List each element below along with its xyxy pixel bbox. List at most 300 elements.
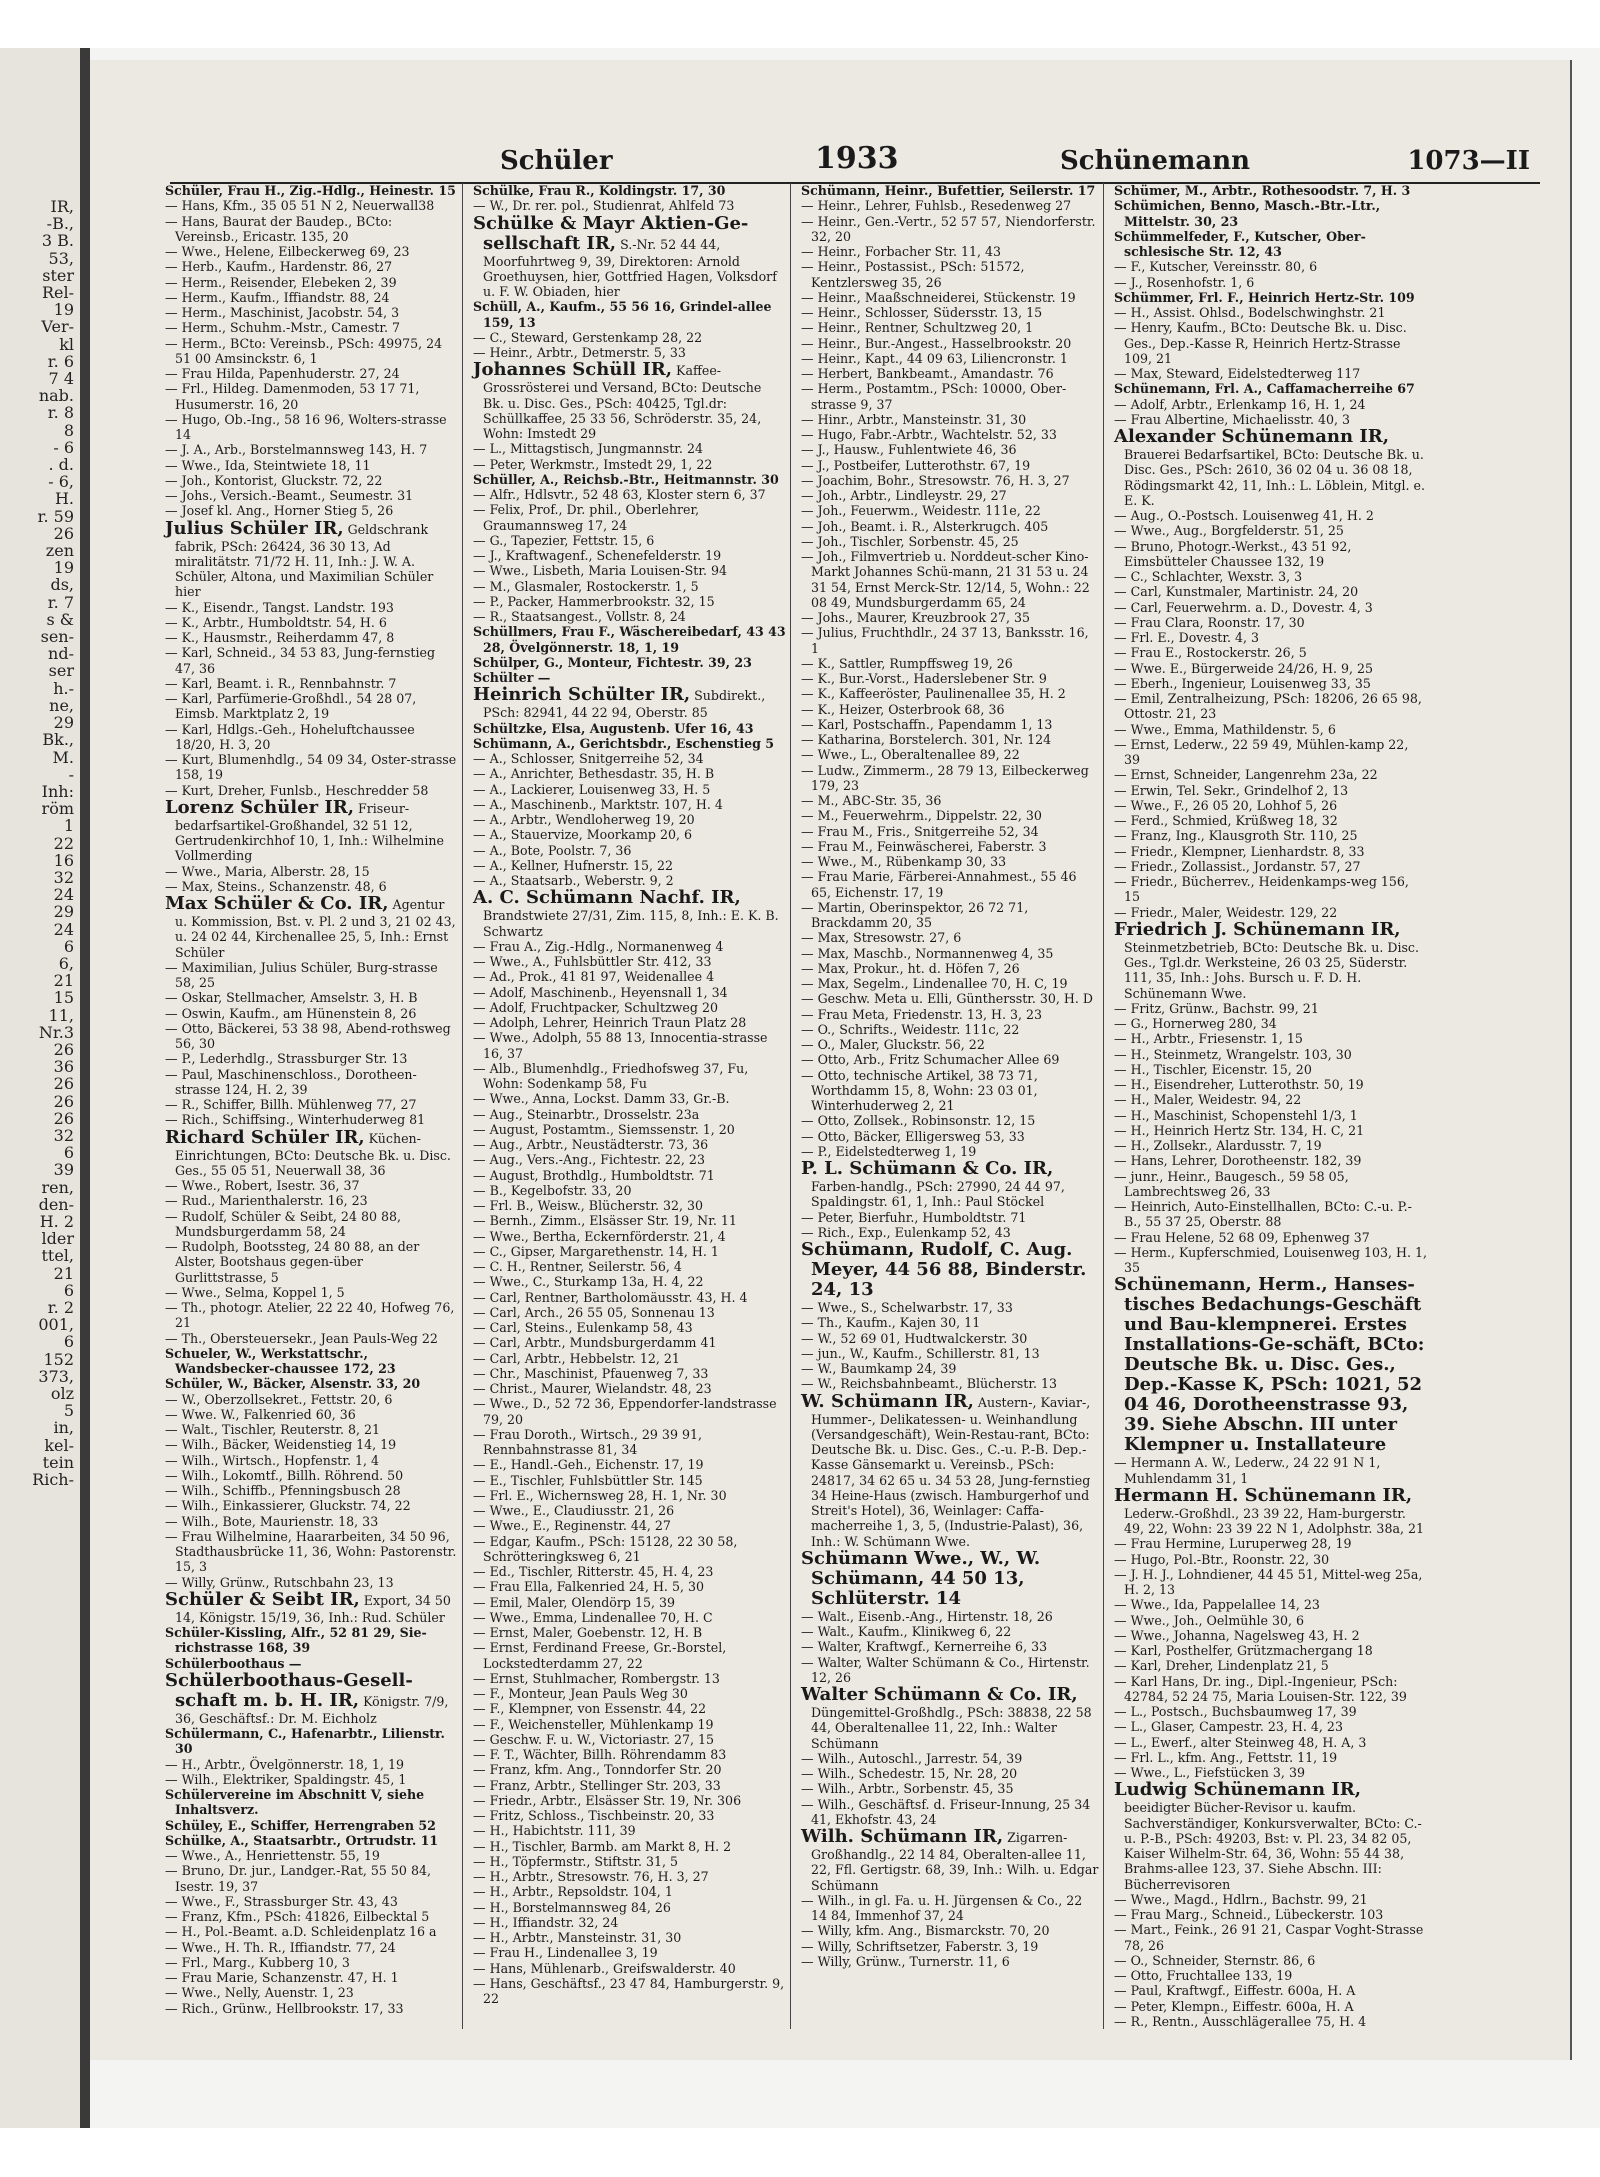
directory-entry: — Karl, Hdlgs.-Geh., Hoheluftchaussee 18/20, H. 3, 20 (165, 721, 415, 752)
directory-entry: — Wwe., Johanna, Nagelsweg 43, H. 2 (1114, 1627, 1360, 1643)
directory-entry: — Otto, Bäckerei, 53 38 98, Abend-rothsweg 56, 30 (165, 1020, 451, 1051)
directory-entry: — Hugo, Pol.-Btr., Roonstr. 22, 30 (1114, 1551, 1330, 1567)
margin-fragment: -B., (46, 214, 74, 234)
directory-entry: — Friedr., Arbtr., Elsässer Str. 19, Nr. 306 (473, 1792, 742, 1808)
directory-columns (165, 183, 1470, 2029)
directory-entry: — Walt., Kaufm., Klinikweg 6, 22 (801, 1624, 1012, 1639)
directory-entry: — Ernst, Stuhlmacher, Rombergstr. 13 (473, 1670, 720, 1686)
directory-entry: — Aug., Vers.-Ang., Fichtestr. 22, 23 (473, 1152, 705, 1168)
directory-entry: — Max, Maschb., Normannenweg 4, 35 (801, 945, 1054, 961)
margin-fragment: olz (50, 1384, 74, 1404)
directory-entry: — Katharina, Borstelerch. 301, Nr. 124 (801, 732, 1052, 747)
directory-entry: — Wwe., M., Rübenkamp 30, 33 (801, 854, 1007, 869)
directory-entry: — Herm., Reisender, Elebeken 2, 39 (165, 274, 397, 290)
directory-entry: — H., Pol.-Beamt. a.D. Schleidenplatz 16 a (165, 1924, 437, 1940)
margin-fragment: ds, (50, 575, 74, 595)
margin-fragment: 19 (53, 300, 74, 320)
directory-entry: — Heinr., Arbtr., Detmerstr. 5, 33 (473, 345, 686, 360)
directory-entry: — Karl, Parfümerie-Großhdl., 54 28 07, Eimsb. Marktplatz 2, 19 (165, 691, 417, 722)
bottom-margin (0, 2128, 1600, 2177)
directory-entry: — Willy, Schriftsetzer, Faberstr. 3, 19 (801, 1938, 1039, 1954)
directory-entry: — Henry, Kaufm., BCto: Deutsche Bk. u. Disc. Ges., Dep.-Kasse R, Heinrich Hertz-Strasse 109, 21 (1114, 320, 1407, 366)
directory-entry: — Wwe., Robert, Isestr. 36, 37 (165, 1178, 360, 1193)
directory-entry: — Frau Marie, Färberei-Annahmest., 55 46 65, Eichenstr. 17, 19 (801, 869, 1077, 900)
margin-fragment: den- (38, 1194, 74, 1214)
directory-entry: — P., Eidelstedterweg 1, 19 (801, 1143, 977, 1159)
margin-fragment: . d. (48, 455, 74, 475)
margin-fragment: lder (41, 1229, 74, 1249)
directory-entry: — Herm., Postamtm., PSch: 10000, Ober-strasse 9, 37 (801, 381, 1067, 412)
directory-entry: Schünemann, Frl. A., Caffamacherreihe 67 (1114, 381, 1415, 397)
directory-entry: — Hans, Kfm., 35 05 51 N 2, Neuerwall38 (165, 198, 435, 214)
directory-entry: Schümmelfeder, F., Kutscher, Ober-schlesische Str. 12, 43 (1114, 228, 1366, 259)
directory-entry: — A., Lackierer, Louisenweg 33, H. 5 (473, 781, 711, 797)
margin-fragment: 3 B. (41, 231, 74, 251)
directory-entry: — Aug., Arbtr., Neustädterstr. 73, 36 (473, 1137, 709, 1152)
directory-entry: — Willy, Grünw., Turnerstr. 11, 6 (801, 1953, 1010, 1969)
directory-entry: — R., Rentn., Ausschlägerallee 75, H. 4 (1114, 2013, 1367, 2029)
directory-entry: — Frau Marie, Schanzenstr. 47, H. 1 (165, 1970, 399, 1985)
directory-entry: Schülerboothaus — (165, 1655, 302, 1671)
directory-entry: — Frau M., Fris., Snitgerreihe 52, 34 (801, 823, 1039, 839)
directory-entry: — Oskar, Stellmacher, Amselstr. 3, H. B (165, 990, 418, 1006)
directory-entry: — Max, Steward, Eidelstedterweg 117 (1114, 366, 1361, 381)
directory-entry: — Herm., Kaufm., Iffiandstr. 88, 24 (165, 289, 390, 305)
directory-entry: — Aug., O.-Postsch. Louisenweg 41, H. 2 (1114, 508, 1374, 523)
directory-entry: — Th., photogr. Atelier, 22 22 40, Hofweg 76, 21 (165, 1300, 455, 1331)
directory-entry: — H., Borstelmannsweg 84, 26 (473, 1899, 671, 1915)
directory-entry: — H., Heinrich Hertz Str. 134, H. C, 21 (1114, 1122, 1365, 1138)
directory-entry: — A., Schlosser, Snitgerreihe 52, 34 (473, 751, 704, 766)
directory-entry: — Frl. B., Weisw., Blücherstr. 32, 30 (473, 1198, 704, 1213)
directory-entry: Friedrich J. Schünemann IR, Steinmetzbetrieb, BCto: Deutsche Bk. u. Disc. Ges., Tgl.dr. Werksteine, 26 03 25, Süderstr. 111, 35, Inh.: Johs. Bursch u. F. D. H. Schünemann Wwe. (1114, 918, 1419, 1001)
directory-entry: — Wwe., C., Sturkamp 13a, H. 4, 22 (473, 1274, 704, 1290)
directory-entry: — jun., W., Kaufm., Schillerstr. 81, 13 (801, 1345, 1040, 1361)
directory-entry: — Walter, Kraftwgf., Kernerreihe 6, 33 (801, 1639, 1048, 1655)
column-4 (1114, 183, 1432, 2029)
directory-entry: — Joh., Feuerwm., Weidestr. 111e, 22 (801, 503, 1041, 519)
directory-entry: Schüller, A., Reichsb.-Btr., Heitmannstr. 30 (473, 471, 779, 487)
directory-entry: — Frl., Marg., Kubberg 10, 3 (165, 1954, 350, 1970)
directory-entry: — Wilh., Schedestr. 15, Nr. 28, 20 (801, 1766, 1018, 1781)
margin-fragment: Inh: (41, 781, 74, 801)
directory-entry: — Wwe., E., Claudiusstr. 21, 26 (473, 1503, 675, 1518)
directory-entry: — Max, Steins., Schanzenstr. 48, 6 (165, 878, 387, 894)
directory-entry: Schümann, Heinr., Bufettier, Seilerstr. 17 (801, 183, 1096, 198)
directory-entry: — Joachim, Bohr., Stresowstr. 76, H. 3, 27 (801, 472, 1070, 488)
directory-entry: — A., Arbtr., Wendloherweg 19, 20 (473, 812, 695, 827)
directory-entry: — Wilh., Autoschl., Jarrestr. 54, 39 (801, 1750, 1023, 1766)
margin-fragment: tein (42, 1452, 74, 1472)
previous-page-text (4, 198, 74, 1488)
directory-entry: — P., Packer, Hammerbrookstr. 32, 15 (473, 593, 715, 609)
directory-entry: — Wilh., Wirtsch., Hopfenstr. 1, 4 (165, 1452, 380, 1468)
margin-fragment: 24 (53, 919, 74, 939)
margin-fragment: 7 4 (48, 369, 74, 389)
directory-entry: — A., Anrichter, Bethesdastr. 35, H. B (473, 766, 715, 782)
directory-entry: — Wwe., S., Schelwarbstr. 17, 33 (801, 1300, 1013, 1315)
directory-entry: — Kurt, Blumenhdlg., 54 09 34, Oster-strasse 158, 19 (165, 752, 457, 783)
directory-entry: — L., Ewerf., alter Steinweg 48, H. A, 3 (1114, 1734, 1367, 1750)
directory-entry: — Hans, Baurat der Baudep., BCto: Vereinsb., Ericastr. 135, 20 (165, 213, 393, 244)
directory-entry: Alexander Schünemann IR, Brauerei Bedarfsartikel, BCto: Deutsche Bk. u. Disc. Ges., PSch: 2610, 36 02 04 u. 36 08 18, Rödingsmarkt 42, 11, Inh.: L. Löblein, Mitgl. e. E. K. (1114, 426, 1426, 508)
margin-fragment: ren, (41, 1177, 74, 1197)
directory-entry: — O., Schrifts., Weidestr. 111c, 22 (801, 1021, 1020, 1037)
margin-fragment: 6 (63, 936, 74, 956)
directory-entry: — K., Hausmstr., Reiherdamm 47, 8 (165, 630, 395, 645)
directory-entry: — Max, Segelm., Lindenallee 70, H. C, 19 (801, 976, 1068, 991)
margin-fragment: 26 (53, 1074, 74, 1094)
directory-entry: — Karl, Posthelfer, Grützmachergang 18 (1114, 1643, 1373, 1658)
directory-entry: — Karl Hans, Dr. ing., Dipl.-Ingenieur, PSch: 42784, 52 24 75, Maria Louisen-Str. 122, 39 (1114, 1673, 1407, 1704)
directory-entry: — Franz, kfm. Ang., Tonndorfer Str. 20 (473, 1762, 722, 1778)
margin-fragment: 26 (53, 523, 74, 543)
directory-entry: — Wwe., E., Reginenstr. 44, 27 (473, 1518, 671, 1534)
directory-entry: — Frl. E., Wichernsweg 28, H. 1, Nr. 30 (473, 1487, 727, 1503)
directory-entry: — Wwe., Maria, Alberstr. 28, 15 (165, 863, 370, 879)
directory-entry: Schülervereine im Abschnitt V, siehe Inhaltsverz. (165, 1787, 425, 1818)
margin-fragment: Ver- (41, 317, 74, 337)
directory-entry: — Erwin, Tel. Sekr., Grindelhof 2, 13 (1114, 782, 1349, 798)
directory-entry: — Christ., Maurer, Wielandstr. 48, 23 (473, 1381, 712, 1396)
margin-fragment: 21 (53, 971, 74, 991)
directory-entry: — G., Tapezier, Fettstr. 15, 6 (473, 532, 655, 548)
directory-entry: — Otto, technische Artikel, 38 73 71, Worthdamm 15, 8, Wohn: 23 03 01, Winterhuderweg 2, 21 (801, 1067, 1038, 1113)
margin-fragment: 8 (63, 420, 74, 440)
directory-entry: — Frl. L., kfm. Ang., Fettstr. 11, 19 (1114, 1749, 1338, 1765)
directory-entry: — Joh., Tischler, Sorbenstr. 45, 25 (801, 533, 1019, 549)
directory-entry: — Friedr., Bücherrev., Heidenkamps-weg 156, 15 (1114, 874, 1409, 905)
margin-fragment: r. 8 (47, 403, 74, 423)
column-2 (473, 183, 791, 2029)
directory-entry: — Wwe., Aug., Borgfelderstr. 51, 25 (1114, 523, 1344, 539)
margin-fragment: 29 (53, 713, 74, 733)
margin-fragment: nab. (38, 386, 74, 406)
directory-entry: — Frau Wilhelmine, Haararbeiten, 34 50 96, Stadthausbrücke 11, 36, Wohn: Pastorenstr. 15, 3 (165, 1528, 457, 1575)
directory-entry: — Friedr., Klempner, Lienhardstr. 8, 33 (1114, 843, 1365, 859)
directory-entry: — Heinr., Schlosser, Südersstr. 13, 15 (801, 305, 1043, 320)
directory-entry: — J. A., Arb., Borstelmannsweg 143, H. 7 (165, 442, 428, 458)
directory-entry: Wilh. Schümann IR, Zigarren-Großhandlg., 22 14 84, Oberalten-allee 11, 22, Ffl. Gertigstr. 68, 39, Inh.: Wilh. u. Edgar Schümann (801, 1826, 1099, 1893)
directory-entry: — F. T., Wächter, Billh. Röhrendamm 83 (473, 1747, 727, 1762)
directory-entry: — Peter, Werkmstr., Imstedt 29, 1, 22 (473, 456, 713, 472)
margin-fragment: Rich- (32, 1470, 74, 1490)
directory-entry: Schümann, A., Gerichtsbdr., Eschenstieg 5 (473, 735, 775, 751)
directory-entry: Schünemann, Herm., Hanses-tisches Bedachungs-Geschäft und Bau-klempnerei. Erstes Installations-Ge-schäft, BCto: Deutsche Bk. u. Disc. Ges., Dep.-Kasse K, PSch: 1021, 52 04 46, Dorotheenstrasse 93, 39. Siehe Abschn. III unter Klempner u. Installateure (1114, 1274, 1425, 1456)
directory-entry: — Joh., Kontorist, Gluckstr. 72, 22 (165, 472, 383, 488)
directory-entry: — Frl. E., Dovestr. 4, 3 (1114, 630, 1260, 645)
directory-entry: — Wwe., Emma, Mathildenstr. 5, 6 (1114, 721, 1336, 737)
directory-entry: Julius Schüler IR, Geldschrank fabrik, PSch: 26424, 36 30 13, Ad miralitätstr. 71/72 H. 11, Inh.: J. W. A. Schüler, Altona, und Maximilian Schüler hier (165, 517, 434, 600)
directory-entry: — Frau Doroth., Wirtsch., 29 39 91, Rennbahnstrasse 81, 34 (473, 1426, 702, 1457)
directory-entry: — Carl, Steins., Eulenkamp 58, 43 (473, 1320, 693, 1335)
directory-entry: — F., Kutscher, Vereinsstr. 80, 6 (1114, 259, 1318, 275)
directory-entry: — Julius, Fruchthdlr., 24 37 13, Banksstr. 16, 1 (801, 625, 1089, 656)
directory-entry: — Felix, Prof., Dr. phil., Oberlehrer, Graumannsweg 17, 24 (473, 502, 700, 533)
directory-entry: — Wwe., Emma, Lindenallee 70, H. C (473, 1609, 713, 1625)
directory-entry: — Th., Kaufm., Kajen 30, 11 (801, 1315, 981, 1331)
margin-fragment: kl (59, 334, 74, 354)
directory-entry: — Johs., Versich.-Beamt., Seumestr. 31 (165, 488, 414, 503)
directory-entry: — Hans, Mühlenarb., Greifswalderstr. 40 (473, 1960, 736, 1976)
directory-entry: — M., Feuerwehrm., Dippelstr. 22, 30 (801, 808, 1042, 824)
margin-fragment: 152 (43, 1349, 74, 1369)
directory-entry: — Frau E., Rostockerstr. 26, 5 (1114, 645, 1307, 661)
header-right-keyword: Schünemann (1060, 146, 1251, 176)
directory-entry: — Ernst, Maler, Goebenstr. 12, H. B (473, 1625, 703, 1640)
directory-entry: — Emil, Maler, Olendörp 15, 39 (473, 1594, 676, 1610)
directory-entry: — Frau H., Lindenallee 3, 19 (473, 1945, 658, 1961)
directory-entry: — E., Handl.-Geh., Eichenstr. 17, 19 (473, 1457, 704, 1473)
directory-entry: — Hans, Geschäftsf., 23 47 84, Hamburgerstr. 9, 22 (473, 1975, 785, 2006)
directory-entry: — W., Reichsbahnbeamt., Blücherstr. 13 (801, 1376, 1057, 1392)
margin-fragment: r. 6 (47, 351, 74, 371)
directory-entry: — Johs., Maurer, Kreuzbrook 27, 35 (801, 610, 1031, 625)
directory-entry: — Wwe., Lisbeth, Maria Louisen-Str. 94 (473, 563, 728, 579)
directory-entry: — W., Oberzollsekret., Fettstr. 20, 6 (165, 1391, 393, 1407)
margin-fragment: M. (52, 747, 74, 767)
directory-entry: — Herm., BCto: Vereinsb., PSch: 49975, 24 51 00 Amsinckstr. 6, 1 (165, 335, 443, 366)
directory-entry: — Max, Prokur., ht. d. Höfen 7, 26 (801, 960, 1020, 976)
directory-entry: — F., Weichensteller, Mühlenkamp 19 (473, 1716, 714, 1732)
margin-fragment: 11, (48, 1005, 74, 1025)
margin-fragment: ne, (49, 695, 74, 715)
directory-entry: — Joh., Beamt. i. R., Alsterkrugch. 405 (801, 518, 1049, 534)
directory-entry: — Herm., Kupferschmied, Louisenweg 103, H. 1, 35 (1114, 1244, 1428, 1275)
directory-entry: — Chr., Maschinist, Pfauenweg 7, 33 (473, 1365, 709, 1381)
directory-entry: — Wwe., A., Fuhlsbüttler Str. 412, 33 (473, 954, 712, 969)
directory-entry: — L., Mittagstisch, Jungmannstr. 24 (473, 441, 703, 457)
margin-fragment: 22 (53, 833, 74, 853)
directory-entry: — Wwe., F., Strassburger Str. 43, 43 (165, 1893, 398, 1909)
directory-entry: Schümichen, Benno, Masch.-Btr.-Ltr., Mittelstr. 30, 23 (1114, 198, 1381, 229)
directory-entry: — A., Maschinenb., Marktstr. 107, H. 4 (473, 796, 723, 812)
directory-entry: — H., Eisendreher, Lutterothstr. 50, 19 (1114, 1077, 1364, 1092)
directory-entry: — Franz, Arbtr., Stellinger Str. 203, 33 (473, 1777, 721, 1793)
directory-entry: — Frau Hilda, Papenhuderstr. 27, 24 (165, 366, 400, 381)
directory-entry: — Herb., Kaufm., Hardenstr. 86, 27 (165, 259, 393, 275)
margin-fragment: 24 (53, 885, 74, 905)
directory-entry: — H., Arbtr., Stresowstr. 76, H. 3, 27 (473, 1869, 709, 1884)
directory-entry: — August, Brothdlg., Humboldtstr. 71 (473, 1167, 715, 1183)
directory-entry: — Carl, Arbtr., Hebbelstr. 12, 21 (473, 1350, 680, 1366)
directory-entry: Schülke & Mayr Aktien-Ge-sellschaft IR, S.-Nr. 52 44 44, Moorfuhrtweg 9, 39, Direktoren: Arnold Groethuysen, hier, Gottfried Hagen, Volksdorf u. F. W. Obiaden, hier (473, 212, 777, 299)
margin-fragment: IR, (50, 197, 74, 216)
directory-entry: — Aug., Steinarbtr., Drosselstr. 23a (473, 1106, 700, 1122)
directory-entry: — Hermann A. W., Lederw., 24 22 91 N 1, Muhlendamm 31, 1 (1114, 1455, 1381, 1486)
directory-entry: — A., Kellner, Hufnerstr. 15, 22 (473, 857, 674, 873)
directory-entry: — Fritz, Schloss., Tischbeinstr. 20, 33 (473, 1808, 715, 1823)
directory-entry: — Eberh., Ingenieur, Louisenweg 33, 35 (1114, 675, 1371, 691)
margin-fragment: 6, (58, 953, 74, 973)
directory-entry: — Wilh., Arbtr., Sorbenstr. 45, 35 (801, 1781, 1014, 1797)
directory-entry: — C., Schlachter, Wexstr. 3, 3 (1114, 569, 1303, 584)
directory-entry: — Walter, Walter Schümann & Co., Hirtenstr. 12, 26 (801, 1654, 1090, 1685)
directory-entry: — August, Postamtm., Siemssenstr. 1, 20 (473, 1121, 735, 1137)
margin-fragment: Nr.3 (38, 1022, 74, 1042)
directory-entry: — Wwe., Bertha, Eckernförderstr. 21, 4 (473, 1228, 726, 1244)
directory-entry: — Wwe. W., Falkenried 60, 36 (165, 1406, 356, 1422)
directory-entry: — Otto, Fruchtallee 133, 19 (1114, 1968, 1293, 1983)
margin-fragment: - 6 (53, 437, 74, 457)
margin-fragment: r. 2 (47, 1298, 74, 1317)
directory-entry: — H., Arbtr., Repsoldstr. 104, 1 (473, 1884, 673, 1900)
directory-entry: — H., Arbtr., Friesenstr. 1, 15 (1114, 1031, 1303, 1047)
directory-entry: — Hugo, Fabr.-Arbtr., Wachtelstr. 52, 33 (801, 427, 1057, 442)
directory-entry: Schümann Wwe., W., W. Schümann, 44 50 13, Schlüterstr. 14 (801, 1547, 1041, 1609)
directory-entry: — K., Arbtr., Humboldtstr. 54, H. 6 (165, 614, 387, 630)
margin-fragment: H. 2 (39, 1211, 74, 1231)
directory-entry: Schümer, M., Arbtr., Rothesoodstr. 7, H. 3 (1114, 183, 1411, 198)
margin-fragment: 001, (38, 1315, 74, 1335)
directory-entry: Schülermann, C., Hafenarbtr., Lilienstr. 30 (165, 1726, 445, 1757)
directory-entry: — A., Bote, Poolstr. 7, 36 (473, 842, 632, 858)
header-page-number: 1073—II (1407, 146, 1530, 176)
directory-entry: — Rich., Grünw., Hellbrookstr. 17, 33 (165, 2000, 404, 2016)
directory-entry: — Alb., Blumenhdlg., Friedhofsweg 37, Fu, Wohn: Sodenkamp 58, Fu (473, 1060, 749, 1091)
directory-entry: — Wwe., Nelly, Auenstr. 1, 23 (165, 1985, 354, 2001)
directory-entry: — Friedr., Zollassist., Jordanstr. 57, 27 (1114, 858, 1361, 874)
directory-entry: — O., Maler, Gluckstr. 56, 22 (801, 1037, 985, 1052)
margin-fragment: 29 (53, 902, 74, 922)
directory-entry: — Wilh., Lokomtf., Billh. Röhrend. 50 (165, 1467, 404, 1483)
directory-entry: — Frau A., Zig.-Hdlg., Normanenweg 4 (473, 938, 724, 954)
directory-entry: — Ernst, Lederw., 22 59 49, Mühlen-kamp 22, 39 (1114, 736, 1409, 767)
directory-entry: — Bernh., Zimm., Elsässer Str. 19, Nr. 11 (473, 1213, 737, 1229)
directory-entry: Lorenz Schüler IR, Friseur-bedarfsartikel-Großhandel, 32 51 12, Gertrudenkirchhof 10, 1, Inh.: Wilhelmine Vollmerding (165, 796, 444, 864)
directory-entry: — H., Zollsekr., Alardusstr. 7, 19 (1114, 1138, 1322, 1153)
directory-entry: — Wwe., Anna, Lockst. Damm 33, Gr.-B. (473, 1091, 730, 1107)
directory-entry: Schümann, Rudolf, C. Aug. Meyer, 44 56 88, Binderstr. 24, 13 (801, 1239, 1087, 1300)
directory-entry: — Frau Meta, Friedenstr. 13, H. 3, 23 (801, 1006, 1042, 1022)
directory-entry: Richard Schüler IR, Küchen-Einrichtungen, BCto: Deutsche Bk. u. Disc. Ges., 55 05 51, Neuerwall 38, 36 (165, 1126, 451, 1178)
directory-entry: — W., Baumkamp 24, 39 (801, 1361, 957, 1376)
directory-entry: — Heinr., Forbacher Str. 11, 43 (801, 244, 1002, 259)
directory-entry: — J., Hausw., Fuhlentwiete 46, 36 (801, 442, 1017, 458)
directory-entry: — K., Eisendr., Tangst. Landstr. 193 (165, 599, 394, 615)
directory-entry: — C., Gipser, Margarethenstr. 14, H. 1 (473, 1243, 719, 1259)
directory-entry: — Wwe., Selma, Koppel 1, 5 (165, 1284, 345, 1300)
margin-fragment: h.- (53, 678, 74, 698)
directory-entry: — J., Postbeifer, Lutterothstr. 67, 19 (801, 457, 1031, 473)
directory-entry: — Franz, Kfm., PSch: 41826, Eilbecktal 5 (165, 1909, 430, 1924)
margin-fragment: nd- (48, 644, 74, 664)
directory-entry: — A., Stauervize, Moorkamp 20, 6 (473, 827, 692, 843)
margin-fragment: 1 (63, 816, 74, 836)
directory-entry: Schüll, A., Kaufm., 55 56 16, Grindel-allee 159, 13 (473, 299, 772, 330)
directory-entry: — Wwe., F., 26 05 20, Lohhof 5, 26 (1114, 797, 1338, 813)
directory-entry: — W., Dr. rer. pol., Studienrat, Ahlfeld 73 (473, 198, 735, 214)
directory-entry: Schülter — (473, 670, 551, 685)
directory-entry: — Heinr., Rentner, Schultzweg 20, 1 (801, 320, 1034, 336)
directory-entry: — Ludw., Zimmerm., 28 79 13, Eilbeckerweg 179, 23 (801, 762, 1089, 793)
directory-entry: — R., Staatsangest., Vollstr. 8, 24 (473, 609, 686, 624)
directory-entry: P. L. Schümann & Co. IR, Farben-handlg., PSch: 27990, 24 44 97, Spaldingstr. 61, 1, Inh.: Paul Stöckel (801, 1158, 1065, 1210)
directory-entry: — Paul, Kraftwgf., Eiffestr. 600a, H. A (1114, 1983, 1356, 1999)
directory-entry: Schülke, A., Staatsarbtr., Ortrudstr. 11 (165, 1832, 439, 1848)
directory-entry: — Franz, Ing., Klausgroth Str. 110, 25 (1114, 828, 1358, 844)
directory-entry: — Rich., Exp., Eulenkamp 52, 43 (801, 1224, 1011, 1240)
directory-entry: — Wwe., L., Fiefstücken 3, 39 (1114, 1765, 1305, 1780)
margin-fragment: r. 7 (47, 592, 74, 612)
directory-entry: — Heinrich, Auto-Einstellhallen, BCto: C.-u. P.-B., 55 37 25, Oberstr. 88 (1114, 1199, 1412, 1230)
directory-entry: Schülke, Frau R., Koldingstr. 17, 30 (473, 183, 726, 198)
directory-entry: — K., Kaffeeröster, Paulinenallee 35, H. 2 (801, 686, 1066, 702)
directory-entry: — Oswin, Kaufm., am Hünenstein 8, 26 (165, 1005, 417, 1021)
directory-entry: — Frau Marg., Schneid., Lübeckerstr. 103 (1114, 1907, 1384, 1922)
margin-fragment: H. (54, 489, 74, 509)
directory-entry: Schülper, G., Monteur, Fichtestr. 39, 23 (473, 654, 752, 670)
directory-entry: — K., Bur.-Vorst., Haderslebener Str. 9 (801, 671, 1047, 686)
directory-entry: — Wilh., Bäcker, Weidenstieg 14, 19 (165, 1437, 397, 1453)
directory-entry: — Karl, Postschaffn., Papendamm 1, 13 (801, 716, 1053, 732)
margin-fragment: s & (46, 609, 74, 629)
directory-entry: — Rud., Marienthalerstr. 16, 23 (165, 1193, 368, 1209)
directory-entry: — Wwe., Adolph, 55 88 13, Innocentia-strasse 16, 37 (473, 1030, 768, 1061)
directory-entry: — Frl., Hildeg. Damenmoden, 53 17 71, Husumerstr. 16, 20 (165, 381, 420, 412)
margin-fragment: Bk., (42, 730, 74, 750)
directory-entry: — J. H. J., Lohndiener, 44 45 51, Mittel-weg 25a, H. 2, 13 (1114, 1566, 1423, 1597)
previous-page-edge (0, 48, 80, 2128)
directory-entry: — Wwe., Joh., Oelmühle 30, 6 (1114, 1612, 1305, 1628)
directory-entry: — K., Sattler, Rumpffsweg 19, 26 (801, 655, 1013, 671)
directory-entry: — Carl, Arbtr., Mundsburgerdamm 41 (473, 1335, 717, 1351)
margin-fragment: ttel, (41, 1246, 74, 1266)
directory-entry: — H., Maschinist, Schopenstehl 1/3, 1 (1114, 1107, 1358, 1123)
margin-fragment: kel- (44, 1435, 74, 1455)
directory-entry: — H., Assist. Ohlsd., Bodelschwinghstr. 21 (1114, 305, 1386, 320)
directory-entry: Schueler, W., Werkstattschr., Wandsbecker-chaussee 172, 23 (165, 1345, 396, 1376)
directory-entry: — Emil, Zentralheizung, PSch: 18206, 26 65 98, Ottostr. 21, 23 (1114, 691, 1422, 722)
directory-entry: — Adolf, Arbtr., Erlenkamp 16, H. 1, 24 (1114, 396, 1366, 412)
directory-entry: — E., Tischler, Fuhlsbüttler Str. 145 (473, 1472, 703, 1488)
directory-entry: — Martin, Oberinspektor, 26 72 71, Brackdamm 20, 35 (801, 899, 1029, 930)
directory-entry: — Fritz, Grünw., Bachstr. 99, 21 (1114, 1000, 1319, 1016)
directory-entry: — F., Monteur, Jean Pauls Weg 30 (473, 1686, 688, 1701)
directory-entry: — H., Arbtr., Övelgönnerstr. 18, 1, 19 (165, 1756, 404, 1772)
directory-entry: — Heinr., Maaßschneiderei, Stückenstr. 19 (801, 289, 1076, 305)
directory-entry: — Wilh., Schiffb., Pfenningsbusch 28 (165, 1483, 401, 1498)
directory-entry: — G., Hornerweg 280, 34 (1114, 1016, 1277, 1031)
directory-entry: — Geschw. Meta u. Elli, Günthersstr. 30, H. D (801, 991, 1094, 1007)
margin-fragment: r. 59 (37, 506, 74, 526)
directory-entry: — H., Habichtstr. 111, 39 (473, 1823, 636, 1839)
directory-entry: — Adolf, Maschinenb., Heyensnall 1, 34 (473, 984, 728, 1000)
directory-entry: — Ernst, Schneider, Langenrehm 23a, 22 (1114, 767, 1378, 783)
margin-fragment: sen- (40, 627, 74, 647)
directory-entry: Max Schüler & Co. IR, Agentur u. Kommission, Bst. v. Pl. 2 und 3, 21 02 43, u. 24 02 44, Kirchenallee 25, 5, Inh.: Ernst Schüler (165, 893, 456, 960)
margin-fragment: ster (42, 265, 74, 285)
directory-entry: — Otto, Arb., Fritz Schumacher Allee 69 (801, 1052, 1060, 1068)
directory-entry: A. C. Schümann Nachf. IR, Brandstwiete 27/31, Zim. 115, 8, Inh.: E. K. B. Schwartz (473, 887, 779, 939)
directory-entry: — Wilh., Elektriker, Spaldingstr. 45, 1 (165, 1771, 407, 1787)
directory-entry: — Wwe. E., Bürgerweide 24/26, H. 9, 25 (1114, 660, 1374, 676)
directory-entry: — Adolf, Fruchtpacker, Schultzweg 20 (473, 999, 718, 1015)
directory-entry: — Wwe., Ida, Pappelallee 14, 23 (1114, 1597, 1320, 1613)
directory-entry: — Wwe., H. Th. R., Iffiandstr. 77, 24 (165, 1939, 396, 1955)
directory-entry: — Josef kl. Ang., Horner Stieg 5, 26 (165, 503, 394, 519)
directory-entry: — Willy, Grünw., Rutschbahn 23, 13 (165, 1574, 394, 1590)
directory-entry: — Heinr., Lehrer, Fuhlsb., Resedenweg 27 (801, 198, 1072, 214)
directory-entry: — Ferd., Schmied, Krüßweg 18, 32 (1114, 813, 1338, 828)
directory-entry: — Frau Hermine, Luruperweg 28, 19 (1114, 1536, 1352, 1552)
directory-entry: — Wwe., A., Henriettenstr. 55, 19 (165, 1848, 380, 1863)
directory-entry: — H., Tischler, Eicenstr. 15, 20 (1114, 1061, 1312, 1077)
directory-entry: — L., Glaser, Campestr. 23, H. 4, 23 (1114, 1719, 1343, 1735)
directory-entry: — junr., Heinr., Baugesch., 59 58 05, Lambrechtsweg 26, 33 (1114, 1168, 1349, 1199)
margin-fragment: 21 (53, 1263, 74, 1283)
directory-entry: — Peter, Bierfuhr., Humboldtstr. 71 (801, 1209, 1027, 1225)
